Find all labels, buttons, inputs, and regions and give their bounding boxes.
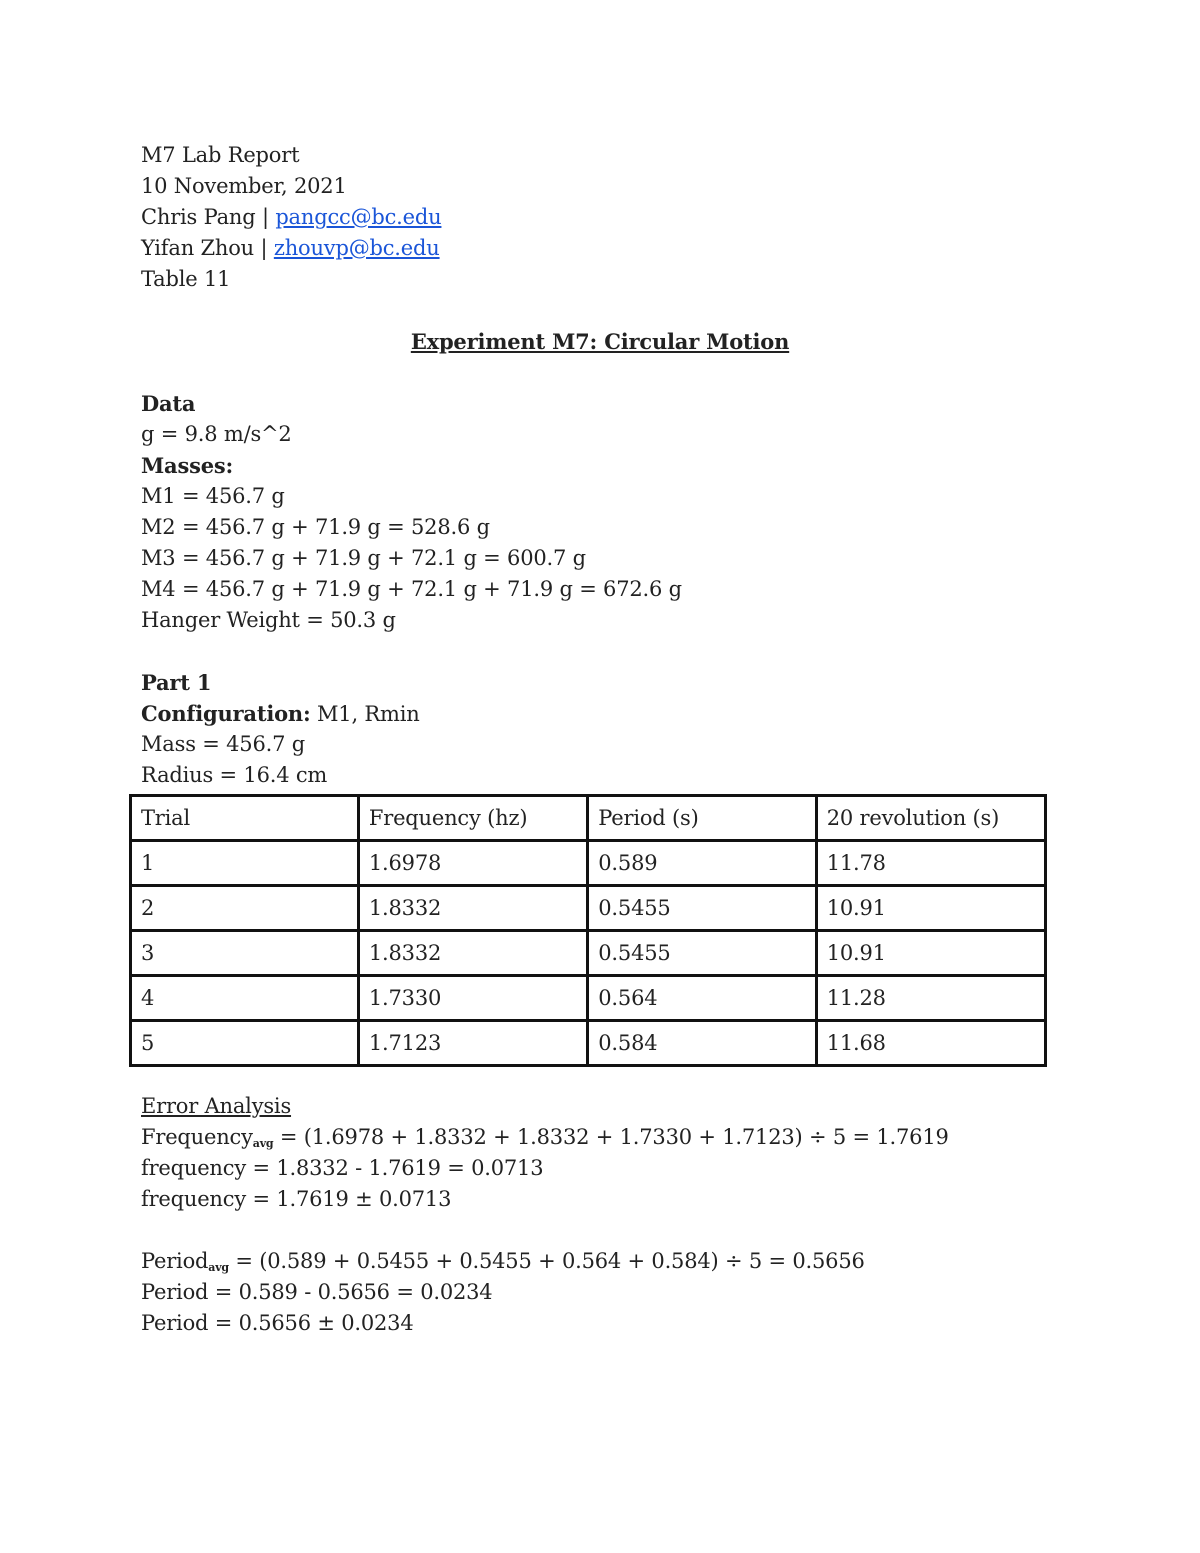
mass-m3: M3 = 456.7 g + 71.9 g + 72.1 g = 600.7 g xyxy=(141,546,586,570)
part1-heading: Part 1 xyxy=(141,670,212,695)
table-row xyxy=(131,976,1046,1021)
cell-period: 0.5455 xyxy=(588,886,816,931)
cell-20-revolution: 10.91 xyxy=(816,931,1045,976)
configuration-label: Configuration: xyxy=(141,701,311,726)
author-1-email-link[interactable]: pangcc@bc.edu xyxy=(275,205,442,229)
header-trial: Trial xyxy=(131,796,359,841)
table-row xyxy=(131,841,1046,886)
period-avg-label: Period xyxy=(141,1249,209,1273)
data-heading: Data xyxy=(141,391,196,416)
table-row xyxy=(131,886,1046,931)
author-line-2 xyxy=(141,233,1061,264)
trial-data-table xyxy=(129,794,1047,1067)
cell-trial: 2 xyxy=(131,886,359,931)
report-title: M7 Lab Report xyxy=(141,143,300,167)
period-result: Period = 0.5656 ± 0.0234 xyxy=(141,1311,414,1335)
cell-period: 0.584 xyxy=(588,1021,816,1066)
report-date: 10 November, 2021 xyxy=(141,174,347,198)
period-average xyxy=(141,1246,1061,1277)
cell-frequency: 1.7330 xyxy=(358,976,587,1021)
period-deviation: Period = 0.589 - 0.5656 = 0.0234 xyxy=(141,1280,493,1304)
part1-radius: Radius = 16.4 cm xyxy=(141,763,328,787)
cell-frequency: 1.8332 xyxy=(358,931,587,976)
cell-period: 0.564 xyxy=(588,976,816,1021)
document-page xyxy=(141,140,1061,1339)
cell-20-revolution: 10.91 xyxy=(816,886,1045,931)
cell-20-revolution: 11.78 xyxy=(816,841,1045,886)
period-avg-subscript: avg xyxy=(208,1261,229,1274)
header-period: Period (s) xyxy=(588,796,816,841)
cell-frequency: 1.6978 xyxy=(358,841,587,886)
table-header-row xyxy=(131,796,1046,841)
cell-period: 0.5455 xyxy=(588,931,816,976)
table-number: Table 11 xyxy=(141,267,231,291)
period-avg-expression: = (0.589 + 0.5455 + 0.5455 + 0.564 + 0.584) ÷ 5 = 0.5656 xyxy=(228,1249,865,1273)
mass-m4: M4 = 456.7 g + 71.9 g + 72.1 g + 71.9 g = 672.6 g xyxy=(141,577,682,601)
frequency-avg-subscript: avg xyxy=(252,1137,274,1150)
frequency-deviation: frequency = 1.8332 - 1.7619 = 0.0713 xyxy=(141,1156,544,1180)
configuration-value: M1, Rmin xyxy=(310,702,420,726)
cell-20-revolution: 11.28 xyxy=(816,976,1045,1021)
cell-frequency: 1.7123 xyxy=(358,1021,587,1066)
header-frequency: Frequency (hz) xyxy=(358,796,587,841)
cell-trial: 4 xyxy=(131,976,359,1021)
author-2-email-link[interactable]: zhouvp@bc.edu xyxy=(273,236,440,260)
frequency-avg-expression: = (1.6978 + 1.8332 + 1.8332 + 1.7330 + 1.7123) ÷ 5 = 1.7619 xyxy=(273,1125,949,1149)
cell-20-revolution: 11.68 xyxy=(816,1021,1045,1066)
table-row xyxy=(131,1021,1046,1066)
frequency-average xyxy=(141,1122,1061,1153)
author-2-name: Yifan Zhou | xyxy=(141,236,274,260)
cell-frequency: 1.8332 xyxy=(358,886,587,931)
author-line-1 xyxy=(141,202,1061,233)
error-analysis-heading: Error Analysis xyxy=(141,1094,292,1118)
gravity-value: g = 9.8 m/s^2 xyxy=(141,422,292,446)
mass-m1: M1 = 456.7 g xyxy=(141,484,285,508)
cell-trial: 5 xyxy=(131,1021,359,1066)
cell-period: 0.589 xyxy=(588,841,816,886)
hanger-weight: Hanger Weight = 50.3 g xyxy=(141,608,396,632)
document-title: Experiment M7: Circular Motion xyxy=(410,329,790,354)
frequency-avg-label: Frequency xyxy=(141,1125,253,1149)
mass-m2: M2 = 456.7 g + 71.9 g = 528.6 g xyxy=(141,515,490,539)
cell-trial: 1 xyxy=(131,841,359,886)
table-row xyxy=(131,931,1046,976)
masses-heading: Masses: xyxy=(141,453,234,478)
header-20-revolution: 20 revolution (s) xyxy=(816,796,1045,841)
configuration-line xyxy=(141,698,1061,729)
frequency-result: frequency = 1.7619 ± 0.0713 xyxy=(141,1187,452,1211)
part1-mass: Mass = 456.7 g xyxy=(141,732,305,756)
author-1-name: Chris Pang | xyxy=(141,205,276,229)
cell-trial: 3 xyxy=(131,931,359,976)
